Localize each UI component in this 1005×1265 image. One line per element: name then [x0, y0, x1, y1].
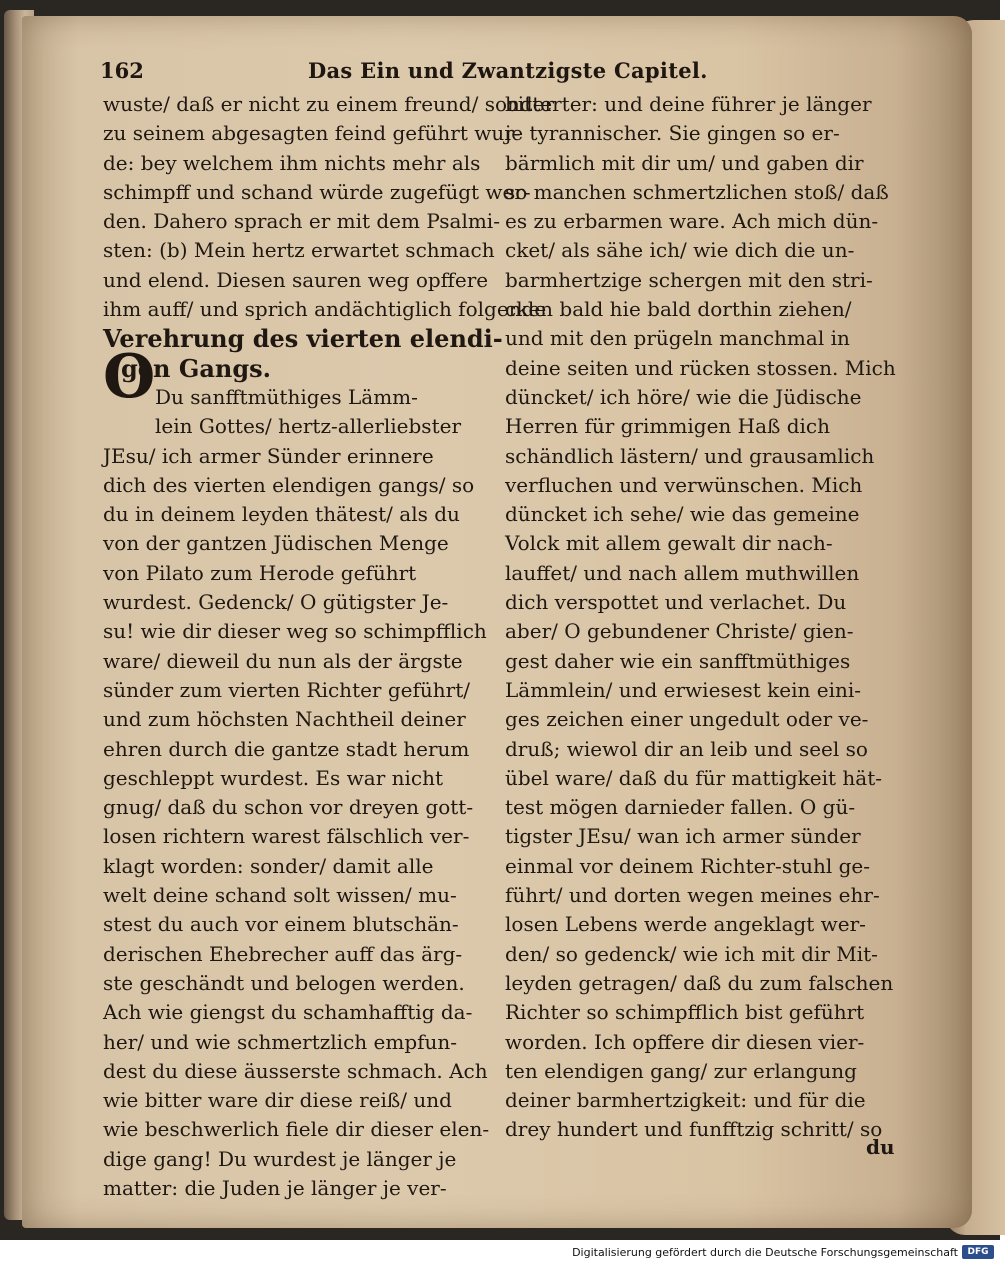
text-line: ware/ dieweil du nun als der ärgste — [103, 648, 463, 673]
page-number: 162 — [100, 58, 144, 83]
text-line: Ach wie giengst du schamhafftig da- — [103, 1000, 473, 1025]
text-line: ten elendigen gang/ zur erlangung — [505, 1058, 857, 1083]
text-line: wie beschwerlich fiele dir dieser elen- — [103, 1117, 490, 1142]
text-line: drey hundert und funfftzig schritt/ so — [505, 1117, 883, 1142]
text-line: und elend. Diesen sauren weg opffere — [103, 267, 489, 292]
text-line: de: bey welchem ihm nichts mehr als — [103, 150, 481, 175]
text-line: übel ware/ daß du für mattigkeit hät- — [505, 765, 883, 790]
text-line: den. Dahero sprach er mit dem Psalmi- — [103, 209, 500, 234]
text-line: lauffet/ und nach allem muthwillen — [505, 560, 860, 585]
text-line: dich verspottet und verlachet. Du — [505, 590, 847, 615]
text-line: du in deinem leyden thätest/ als du — [103, 502, 460, 527]
text-line: gest daher wie ein sanfftmüthiges — [505, 648, 851, 673]
text-line: zu seinem abgesagten feind geführt wur- — [103, 121, 521, 146]
text-line: wuste/ daß er nicht zu einem freund/ sonder — [103, 92, 555, 116]
text-line: gen Gangs. — [121, 353, 271, 383]
text-line: ges zeichen einer ungedult oder ve- — [505, 707, 869, 732]
text-line: den/ so gedenck/ wie ich mit dir Mit- — [505, 941, 878, 966]
text-line: leyden getragen/ daß du zum falschen — [505, 970, 894, 995]
drop-cap-initial: O — [103, 342, 156, 412]
text-line: geschleppt wurdest. Es war nicht — [103, 765, 444, 790]
text-line: losen Lebens werde angeklagt wer- — [505, 912, 866, 937]
text-line: test mögen darnieder fallen. O gü- — [505, 795, 856, 820]
text-line: deiner barmhertzigkeit: und für die — [505, 1088, 866, 1113]
text-line: von der gantzen Jüdischen Menge — [103, 531, 449, 556]
text-line: deine seiten und rücken stossen. Mich — [505, 355, 896, 380]
text-line: gnug/ daß du schon vor dreyen gott- — [103, 795, 474, 820]
text-line: losen richtern warest fälschlich ver- — [103, 824, 470, 849]
text-line: bärmlich mit dir um/ und gaben dir — [505, 150, 864, 175]
text-line: Herren für grimmigen Haß dich — [505, 414, 830, 439]
text-line: her/ und wie schmertzlich empfun- — [103, 1029, 458, 1054]
text-line: druß; wiewol dir an leib und seel so — [505, 736, 868, 761]
text-line: stest du auch vor einem blutschän- — [103, 912, 459, 937]
text-line: einmal vor deinem Richter-stuhl ge- — [505, 853, 871, 878]
text-line: dest du diese äusserste schmach. Ach — [103, 1058, 488, 1083]
text-line: ehren durch die gantze stadt herum — [103, 736, 470, 761]
text-line: Richter so schimpfflich bist geführt — [505, 1000, 865, 1025]
text-line: und mit den prügeln manchmal in — [505, 326, 850, 351]
text-line: worden. Ich opffere dir diesen vier- — [505, 1029, 865, 1054]
text-line: derischen Ehebrecher auff das ärg- — [103, 941, 463, 966]
text-line: lein Gottes/ hertz-allerliebster — [155, 414, 462, 439]
text-line: klagt worden: sonder/ damit alle — [103, 853, 434, 878]
text-line: es zu erbarmen ware. Ach mich dün- — [505, 209, 879, 234]
text-line: tigster JEsu/ wan ich armer sünder — [505, 824, 861, 849]
text-line: JEsu/ ich armer Sünder erinnere — [103, 443, 434, 468]
catchword: du — [866, 1135, 895, 1159]
text-line: wie bitter ware dir diese reiß/ und — [103, 1088, 452, 1113]
text-line: barmhertzige schergen mit den stri- — [505, 267, 873, 292]
digitization-footer — [0, 1240, 1000, 1265]
text-line: je tyrannischer. Sie gingen so er- — [505, 121, 840, 146]
text-line: bitterter: und deine führer je länger — [505, 92, 872, 116]
text-line: schändlich lästern/ und grausamlich — [505, 443, 875, 468]
text-line: ste geschändt und belogen werden. — [103, 970, 465, 995]
text-line: verfluchen und verwünschen. Mich — [505, 472, 863, 497]
text-line: führt/ und dorten wegen meines ehr- — [505, 883, 880, 908]
text-line: cken bald hie bald dorthin ziehen/ — [505, 297, 852, 322]
text-line: dich des vierten elendigen gangs/ so — [103, 472, 475, 497]
text-line: cket/ als sähe ich/ wie dich die un- — [505, 238, 855, 263]
text-line: so manchen schmertzlichen stoß/ daß — [505, 179, 889, 204]
text-column-right — [505, 90, 897, 1145]
text-line: Verehrung des vierten elendi- — [103, 324, 503, 354]
text-line: sünder zum vierten Richter geführt/ — [103, 677, 470, 702]
text-line: von Pilato zum Herode geführt — [103, 560, 417, 585]
text-line: schimpff und schand würde zugefügt wer- — [103, 179, 531, 204]
text-line: welt deine schand solt wissen/ mu- — [103, 883, 457, 908]
text-column-left — [103, 90, 555, 1203]
text-line: düncket/ ich höre/ wie die Jüdische — [505, 384, 862, 409]
text-line: ihm auff/ und sprich andächtiglich folgende — [103, 297, 547, 322]
text-line: Lämmlein/ und erwiesest kein eini- — [505, 677, 862, 702]
page-header — [100, 58, 900, 88]
text-line: düncket ich sehe/ wie das gemeine — [505, 502, 860, 527]
text-line: sten: (b) Mein hertz erwartet schmach — [103, 238, 495, 263]
text-line: matter: die Juden je länger je ver- — [103, 1175, 447, 1200]
text-line: su! wie dir dieser weg so schimpfflich — [103, 619, 487, 644]
text-line: dige gang! Du wurdest je länger je — [103, 1146, 457, 1171]
dfg-logo: DFG — [962, 1245, 994, 1259]
text-line: Du sanfftmüthiges Lämm- — [155, 384, 418, 409]
text-line: Volck mit allem gewalt dir nach- — [505, 531, 833, 556]
running-title: Das Ein und Zwantzigste Capitel. — [308, 58, 708, 83]
text-line: und zum höchsten Nachtheil deiner — [103, 707, 466, 732]
text-line: aber/ O gebundener Christe/ gien- — [505, 619, 854, 644]
text-line: wurdest. Gedenck/ O gütigster Je- — [103, 590, 449, 615]
funding-credit: Digitalisierung gefördert durch die Deutsche Forschungsgemeinschaft — [572, 1246, 958, 1259]
